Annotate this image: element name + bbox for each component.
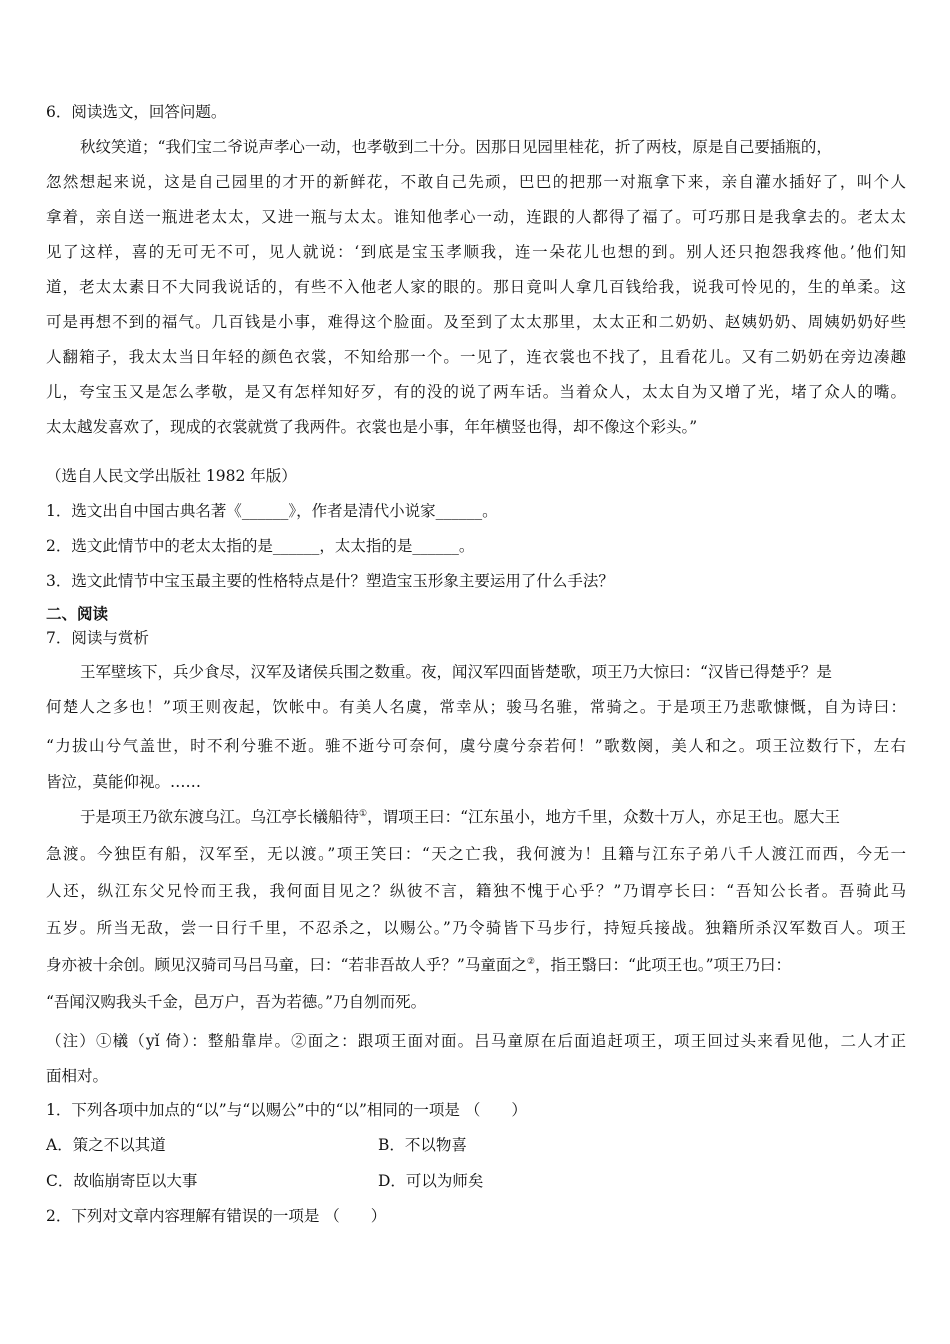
q7-note-line-1: （注）①檥（yǐ 倚）：整船靠岸。②面之：跟项王面对面。吕马童原在后面追赶项王，项王回过头来看见他，二人才正 — [46, 1032, 906, 1050]
q6-passage-line-1: 秋纹笑道；“我们宝二爷说声孝心一动，也孝敬到二十分。因那日见园里桂花，折了两枝，原是自己要插瓶的， — [80, 138, 832, 156]
q7-para2-line-4: 五岁。所当无敌，尝一日行千里，不忍杀之，以赐公。”乃令骑皆下马步行，持短兵接战。独籍所杀汉军数百人。项王 — [46, 919, 906, 937]
q7-para2-line-5 — [46, 954, 906, 976]
q7-para1-line-3: “力拔山兮气盖世，时不利兮骓不逝。骓不逝兮可奈何，虞兮虞兮奈若何！”歌数阕，美人和之。项王泣数行下，左右 — [46, 737, 906, 755]
q7-para2-line-2: 急渡。今独臣有船，汉军至，无以渡。”项王笑曰：“天之亡我，我何渡为！且籍与江东子弟八千人渡江而西，今无一 — [46, 845, 906, 863]
footnote-marker-2: ② — [526, 956, 535, 967]
q6-question-3: 3．选文此情节中宝玉最主要的性格特点是什？塑造宝玉形象主要运用了什么手法？ — [46, 572, 614, 590]
q6-passage-line-3: 拿着，亲自送一瓶进老太太，又进一瓶与太太。谁知他孝心一动，连跟的人都得了福了。可巧那日是我拿去的。老太太 — [46, 208, 906, 226]
q7-para1-line-2: 何楚人之多也！”项王则夜起，饮帐中。有美人名虞，常幸从；骏马名骓，常骑之。于是项王乃悲歌慷慨，自为诗曰： — [46, 698, 906, 716]
q6-passage-line-4: 见了这样，喜的无可无不可，见人就说：‘到底是宝玉孝顺我，连一朵花儿也想的到。别人还只抱怨我疼他。’他们知 — [46, 243, 906, 261]
q6-passage-line-2: 忽然想起来说，这是自己园里的才开的新鲜花，不敢自己先顽，巴巴的把那一对瓶拿下来，亲自灌水插好了，叫个人 — [46, 173, 906, 191]
q6-header: 6．阅读选文，回答问题。 — [46, 103, 227, 121]
q7-para2-line-6: “吾闻汉购我头千金，邑万户，吾为若德。”乃自刎而死。 — [46, 993, 427, 1011]
q7-question-2: 2．下列对文章内容理解有错误的一项是 （ ） — [46, 1207, 387, 1225]
q6-question-1: 1．选文出自中国古典名著《______》，作者是清代小说家______。 — [46, 502, 498, 520]
footnote-marker-1: ① — [359, 808, 368, 819]
q6-question-2: 2．选文此情节中的老太太指的是______，太太指的是______。 — [46, 537, 475, 555]
q7-para2-line-1 — [80, 806, 906, 828]
section-title: 二、阅读 — [46, 604, 109, 623]
q6-passage-line-5: 道，老太太素日不大同我说话的，有些不入他老人家的眼的。那日竟叫人拿几百钱给我，说我可怜见的，生的单柔。这 — [46, 278, 906, 296]
q6-passage-line-6: 可是再想不到的福气。几百钱是小事，难得这个脸面。及至到了太太那里，太太正和二奶奶、赵姨奶奶、周姨奶奶好些 — [46, 313, 906, 331]
q6-passage-line-7: 人翻箱子，我太太当日年轻的颜色衣裳，不知给那一个。一见了，连衣裳也不找了，且看花儿。又有二奶奶在旁边凑趣 — [46, 348, 906, 366]
q6-passage-line-9: 太太越发喜欢了，现成的衣裳就赏了我两件。衣裳也是小事，年年横竖也得，却不像这个彩头。” — [46, 418, 698, 436]
q7-option-d: D．可以为师矣 — [378, 1172, 484, 1190]
q7-option-a: A．策之不以其道 — [46, 1136, 166, 1154]
q7-note-line-2: 面相对。 — [46, 1067, 109, 1085]
q7-para1-line-1: 王军壁垓下，兵少食尽，汉军及诸侯兵围之数重。夜，闻汉军四面皆楚歌，项王乃大惊曰：“汉皆已得楚乎？是 — [80, 663, 832, 681]
q7-question-1: 1．下列各项中加点的“以”与“以赐公”中的“以”相同的一项是 （ ） — [46, 1101, 527, 1119]
q7-option-b: B．不以物喜 — [378, 1136, 467, 1154]
q7-para2-line-5-start: 身亦被十余创。顾见汉骑司马吕马童，曰：“若非吾故人乎？”马童面之 — [46, 956, 527, 974]
q7-header: 7．阅读与赏析 — [46, 629, 149, 647]
q7-para2-line-5-end: ，指王翳曰：“此项王也。”项王乃曰： — [534, 956, 792, 974]
q7-option-c: C．故临崩寄臣以大事 — [46, 1172, 198, 1190]
q7-para2-line-3: 人还，纵江东父兄怜而王我，我何面目见之？纵彼不言，籍独不愧于心乎？”乃谓亭长曰：“吾知公长者。吾骑此马 — [46, 882, 906, 900]
q7-para1-line-4: 皆泣，莫能仰视。…… — [46, 773, 202, 791]
q7-para2-line-1-start: 于是项王乃欲东渡乌江。乌江亭长檥船待 — [80, 808, 360, 826]
q6-passage-line-8: 儿，夸宝玉又是怎么孝敬，是又有怎样知好歹，有的没的说了两车话。当着众人，太太自为又增了光，堵了众人的嘴。 — [46, 383, 906, 401]
q7-para2-line-1-end: ，谓项王曰：“江东虽小，地方千里，众数十万人，亦足王也。愿大王 — [367, 808, 841, 826]
q6-source: （选自人民文学出版社 1982 年版） — [46, 467, 297, 485]
